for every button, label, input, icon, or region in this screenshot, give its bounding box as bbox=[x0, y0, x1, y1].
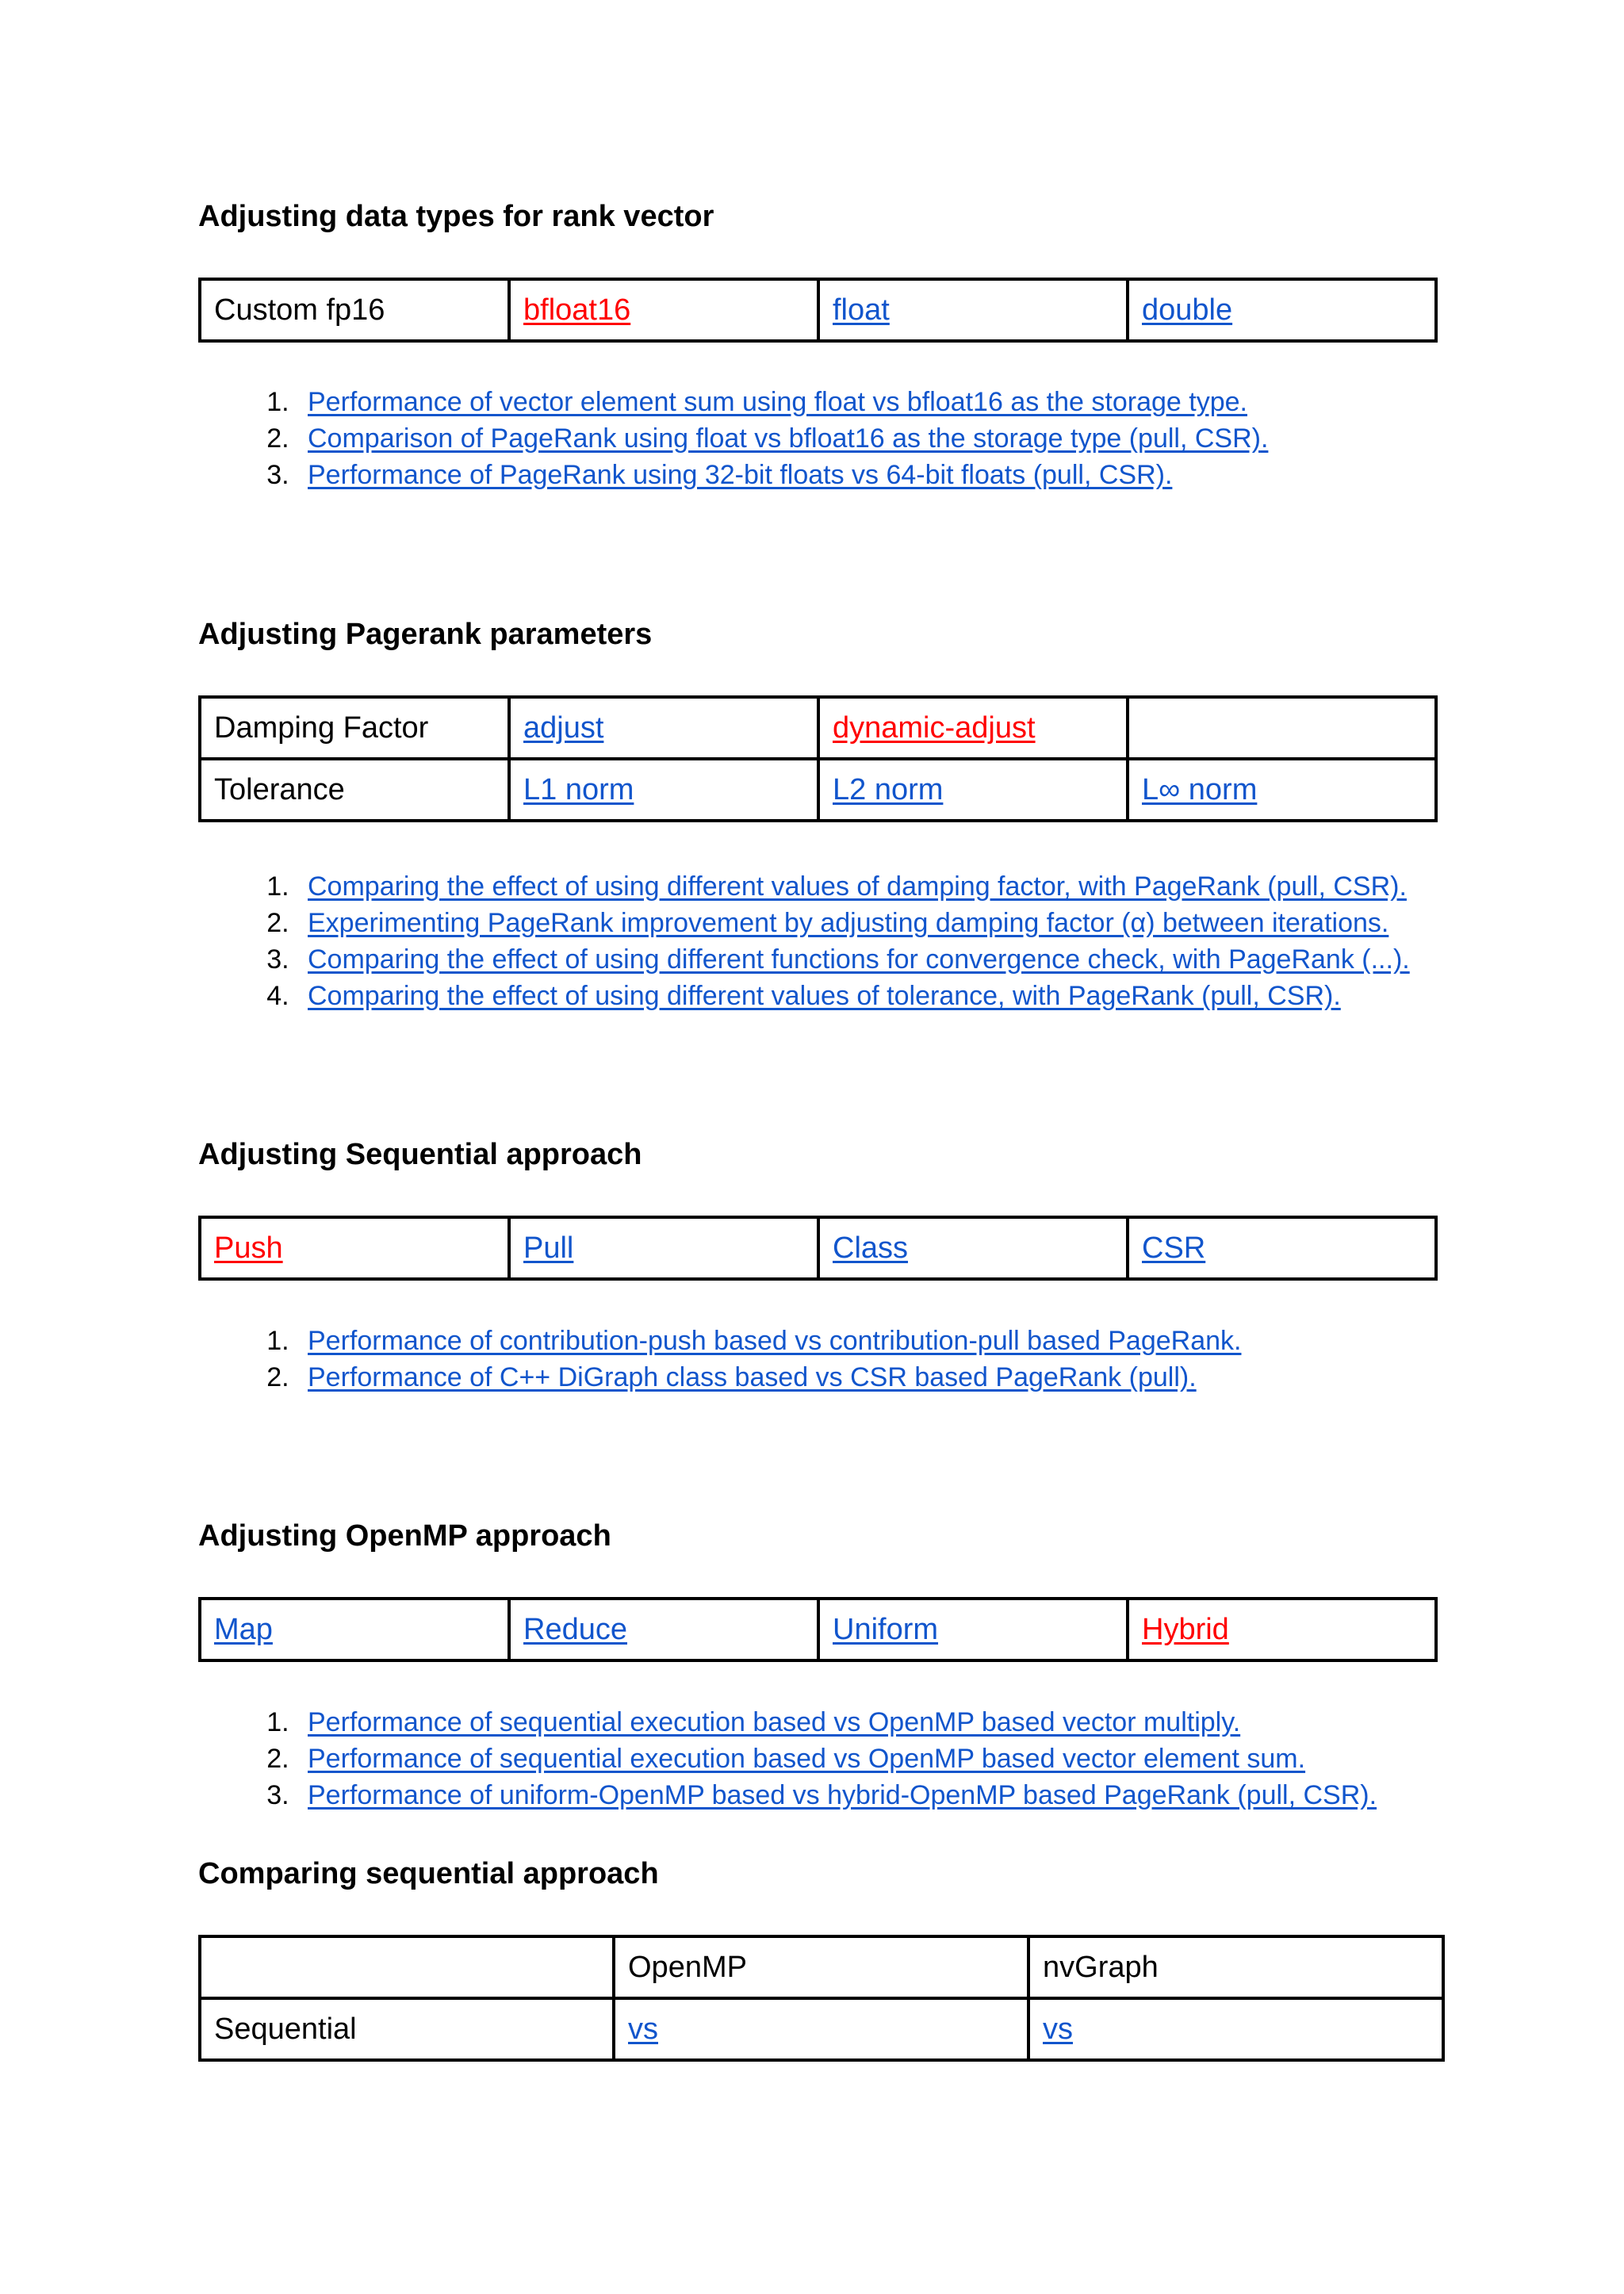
table-cell-linf-norm bbox=[1128, 759, 1436, 821]
dynamic-adjust-link[interactable]: dynamic-adjust bbox=[833, 710, 1036, 745]
bfloat16-link[interactable]: bfloat16 bbox=[523, 293, 631, 327]
table-cell-float bbox=[818, 279, 1128, 341]
list-item bbox=[297, 457, 1268, 493]
table-row bbox=[200, 1599, 1436, 1660]
sequential-table bbox=[198, 1216, 1438, 1281]
map-link[interactable]: Map bbox=[214, 1612, 273, 1646]
sequential-link-list bbox=[198, 1323, 1241, 1396]
vs-openmp-link[interactable]: vs bbox=[628, 2012, 658, 2046]
l1-norm-link[interactable]: L1 norm bbox=[523, 772, 634, 806]
table-header-nvgraph: nvGraph bbox=[1028, 1936, 1443, 1998]
list-item bbox=[297, 1777, 1377, 1813]
params-table bbox=[198, 695, 1438, 822]
table-cell-sequential: Sequential bbox=[200, 1998, 614, 2060]
section-heading: Adjusting Sequential approach bbox=[198, 1138, 642, 1171]
list-item bbox=[297, 941, 1410, 978]
list-item-link[interactable]: Comparing the effect of using different values of tolerance, with PageRank (pull, CSR). bbox=[308, 981, 1341, 1011]
list-item bbox=[297, 420, 1268, 457]
float-link[interactable]: float bbox=[833, 293, 890, 327]
table-cell-double bbox=[1128, 279, 1436, 341]
list-item-link[interactable]: Performance of C++ DiGraph class based vs CSR based PageRank (pull). bbox=[308, 1362, 1197, 1392]
list-item bbox=[297, 1359, 1241, 1396]
double-link[interactable]: double bbox=[1142, 293, 1233, 327]
section-compare-sequential bbox=[198, 1855, 659, 1893]
table-row bbox=[200, 697, 1436, 759]
push-link[interactable]: Push bbox=[214, 1231, 283, 1265]
adjust-link[interactable]: adjust bbox=[523, 710, 604, 745]
vs-nvgraph-link[interactable]: vs bbox=[1043, 2012, 1073, 2046]
csr-link[interactable]: CSR bbox=[1142, 1231, 1206, 1265]
table-cell-uniform bbox=[818, 1599, 1128, 1660]
l2-norm-link[interactable]: L2 norm bbox=[833, 772, 944, 806]
table-cell-l2-norm bbox=[818, 759, 1128, 821]
list-item-link[interactable]: Performance of sequential execution based vs OpenMP based vector element sum. bbox=[308, 1744, 1306, 1774]
table-cell-vs-nvgraph bbox=[1028, 1998, 1443, 2060]
section-sequential bbox=[198, 1136, 642, 1174]
table-cell-map bbox=[200, 1599, 509, 1660]
table-row bbox=[200, 1998, 1443, 2060]
list-item-link[interactable]: Performance of PageRank using 32-bit floats vs 64-bit floats (pull, CSR). bbox=[308, 460, 1173, 490]
table-cell-l1-norm bbox=[509, 759, 818, 821]
list-item-link[interactable]: Performance of vector element sum using float vs bfloat16 as the storage type. bbox=[308, 387, 1247, 417]
list-item-link[interactable]: Experimenting PageRank improvement by adjusting damping factor (α) between iterations. bbox=[308, 908, 1389, 938]
table-cell-push bbox=[200, 1217, 509, 1279]
list-item-link[interactable]: Performance of contribution-push based vs contribution-pull based PageRank. bbox=[308, 1326, 1242, 1356]
list-item-link[interactable]: Comparing the effect of using different functions for convergence check, with PageRank (...). bbox=[308, 944, 1410, 975]
table-cell-vs-openmp bbox=[614, 1998, 1028, 2060]
table-row bbox=[200, 1936, 1443, 1998]
table-cell-csr bbox=[1128, 1217, 1436, 1279]
list-item bbox=[297, 1704, 1377, 1741]
section-data-types bbox=[198, 197, 714, 236]
reduce-link[interactable]: Reduce bbox=[523, 1612, 627, 1646]
table-cell-reduce bbox=[509, 1599, 818, 1660]
list-item bbox=[297, 868, 1410, 905]
table-row bbox=[200, 759, 1436, 821]
list-item-link[interactable]: Comparing the effect of using different values of damping factor, with PageRank (pull, CSR). bbox=[308, 871, 1407, 902]
table-row bbox=[200, 279, 1436, 341]
list-item bbox=[297, 1323, 1241, 1359]
table-cell-hybrid bbox=[1128, 1599, 1436, 1660]
table-cell-bfloat16 bbox=[509, 279, 818, 341]
table-cell-custom-fp16: Custom fp16 bbox=[200, 279, 509, 341]
compare-table bbox=[198, 1935, 1445, 2062]
list-item-link[interactable]: Performance of sequential execution based vs OpenMP based vector multiply. bbox=[308, 1707, 1241, 1737]
table-cell-tolerance: Tolerance bbox=[200, 759, 509, 821]
table-cell-empty bbox=[200, 1936, 614, 1998]
list-item bbox=[297, 905, 1410, 941]
pull-link[interactable]: Pull bbox=[523, 1231, 574, 1265]
data-types-link-list bbox=[198, 384, 1268, 493]
openmp-link-list bbox=[198, 1704, 1377, 1813]
list-item bbox=[297, 384, 1268, 420]
section-heading: Comparing sequential approach bbox=[198, 1857, 659, 1890]
section-openmp bbox=[198, 1517, 611, 1555]
list-item-link[interactable]: Performance of uniform-OpenMP based vs hybrid-OpenMP based PageRank (pull, CSR). bbox=[308, 1780, 1377, 1810]
uniform-link[interactable]: Uniform bbox=[833, 1612, 939, 1646]
table-header-openmp: OpenMP bbox=[614, 1936, 1028, 1998]
list-item bbox=[297, 1741, 1377, 1777]
linf-norm-link[interactable]: L∞ norm bbox=[1142, 772, 1258, 806]
data-types-table bbox=[198, 278, 1438, 343]
table-cell-empty bbox=[1128, 697, 1436, 759]
table-cell-pull bbox=[509, 1217, 818, 1279]
openmp-table bbox=[198, 1597, 1438, 1662]
section-heading: Adjusting data types for rank vector bbox=[198, 200, 714, 233]
list-item-link[interactable]: Comparison of PageRank using float vs bfloat16 as the storage type (pull, CSR). bbox=[308, 423, 1269, 454]
section-pagerank-params bbox=[198, 615, 652, 653]
hybrid-link[interactable]: Hybrid bbox=[1142, 1612, 1229, 1646]
table-cell-damping-factor: Damping Factor bbox=[200, 697, 509, 759]
section-heading: Adjusting OpenMP approach bbox=[198, 1519, 611, 1553]
list-item bbox=[297, 978, 1410, 1014]
table-row bbox=[200, 1217, 1436, 1279]
section-heading: Adjusting Pagerank parameters bbox=[198, 618, 653, 651]
table-cell-dynamic-adjust bbox=[818, 697, 1128, 759]
class-link[interactable]: Class bbox=[833, 1231, 909, 1265]
params-link-list bbox=[198, 868, 1410, 1014]
table-cell-adjust bbox=[509, 697, 818, 759]
table-cell-class bbox=[818, 1217, 1128, 1279]
